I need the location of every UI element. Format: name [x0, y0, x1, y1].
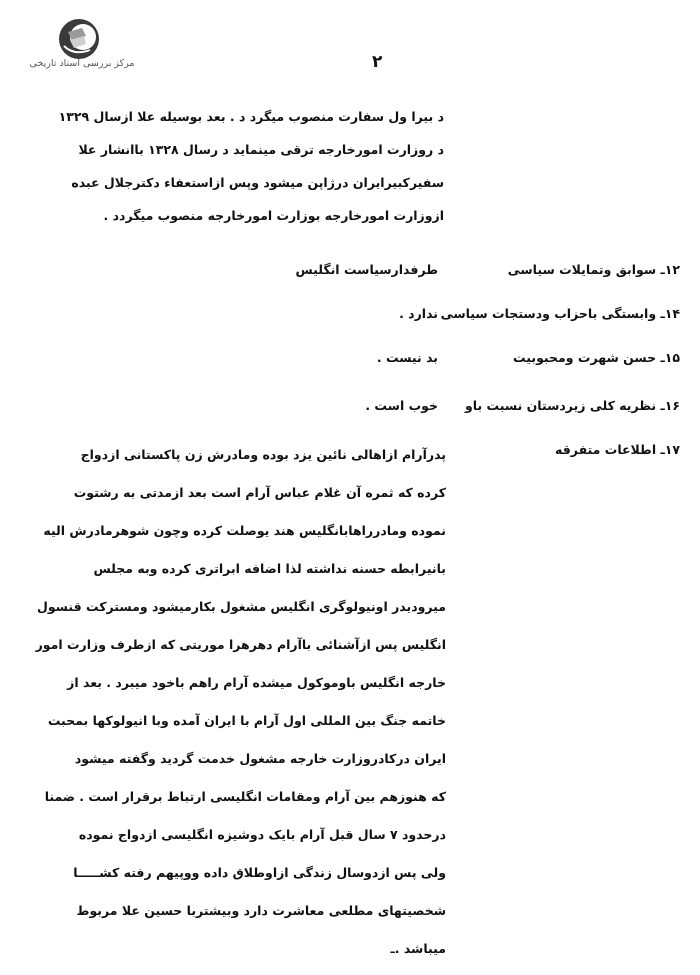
text-line: نموده ومادرراهابانگلیس هند یوصلت کرده وچون شوهرمادرش الیه	[43, 523, 446, 538]
text-line: میرودیدر اونیولوگری انگلیس مشغول بکارمیشود ومسترکت قنسول	[36, 599, 446, 614]
item-label-16: ۱۶ـ نظریه کلی زیردستان نسبت باو	[465, 398, 680, 413]
item-label-17: ۱۷ـ اطلاعات متفرقه	[555, 442, 680, 457]
item-value-15: بد نیست .	[376, 350, 438, 365]
paragraph-main	[35, 436, 446, 968]
text-line: پدرآرام ازاهالی نائین یزد بوده ومادرش زن پاکستانی ازدواج	[80, 447, 446, 462]
text-line: خاتمه جنگ بین المللی اول آرام با ایران آمده وبا انیولوکها بمحبت	[47, 713, 446, 728]
text-line: کرده که ثمره آن غلام عباس آرام است بعد ازمدتی به رشتوت	[73, 485, 446, 500]
paragraph-top	[58, 100, 444, 232]
text-line: ایران درکادروزارت خارجه مشغول خدمت گردید وگفته میشود	[74, 751, 446, 766]
item-label-12: ۱۲ـ سوابق وتمایلات سیاسی	[507, 262, 680, 277]
archive-logo	[22, 16, 142, 76]
logo-text: مرکز بررسی اسناد تاریخی	[29, 58, 135, 69]
item-value-14: ندارد .	[399, 306, 438, 321]
item-value-16: خوب است .	[365, 398, 438, 413]
page-number: ۲	[372, 52, 383, 72]
item-label-15: ۱۵ـ حسن شهرت ومحبوبیت	[513, 350, 680, 365]
text-line: شخصیتهای مطلعی معاشرت دارد وبیشتربا حسین علا مربوط	[76, 903, 446, 918]
item-label-14: ۱۴ـ وابستگی باحزاب ودستجات سیاسی	[440, 306, 680, 321]
text-line: میباشد .ـ	[390, 941, 446, 956]
text-line: انگلیس پس ازآشنائی باآرام دهرهرا موریتی که ازطرف وزارت امور	[35, 637, 446, 652]
text-line: سفیرکبیرایران درژاپن میشود وپس ازاستعفاء دکترجلال عبده	[71, 175, 444, 190]
text-line: بانیرابطه حسنه نداشته لذا اضافه ابراتری کرده وبه مجلس	[93, 561, 446, 576]
text-line: که هنوزهم بین آرام ومقامات انگلیسی ارتباط برقرار است . ضمنا	[44, 789, 446, 804]
archive-logo-icon	[56, 16, 102, 62]
text-line: د روزارت امورخارجه ترقی مینماید د رسال ۱۳۲۸ باانشار علا	[78, 142, 444, 157]
text-line: درحدود ۷ سال قبل آرام بایک دوشیزه انگلیسی ازدواج نموده	[78, 827, 446, 842]
text-line: خارجه انگلیس باوموکول میشده آرام راهم باخود میبرد . بعد از	[67, 675, 446, 690]
text-line: ولی پس ازدوسال زندگی ازاوطلاق داده ووپیهم رفته کشـــــا	[73, 865, 446, 880]
text-line: ازوزارت امورخارجه بوزارت امورخارجه منصوب میگردد .	[103, 208, 444, 223]
item-value-12: طرفدارسیاست انگلیس	[295, 262, 438, 277]
text-line: د بیرا ول سفارت منصوب میگرد د . بعد بوسیله علا ازسال ۱۳۲۹	[58, 109, 444, 124]
